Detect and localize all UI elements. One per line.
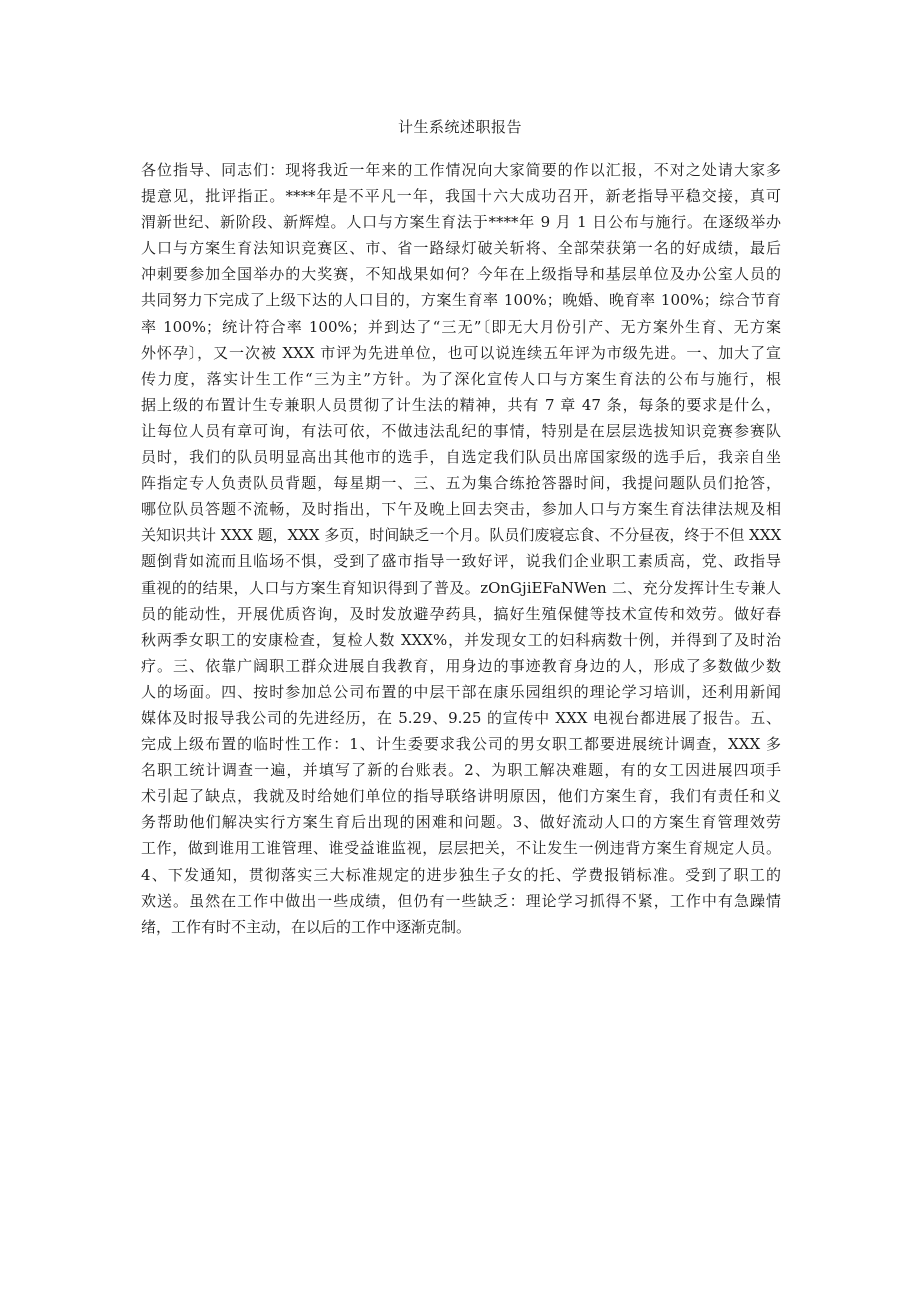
- body-text-line: 人的场面。四、按时参加总公司布置的中层干部在康乐园组织的理论学习培训，还利用新闻: [141, 682, 781, 701]
- body-text-line: 阵指定专人负责队员背题，每星期一、三、五为集合练抢答器时间，我提问题队员们抢答，: [141, 474, 781, 493]
- body-text-line: 传力度，落实计生工作“三为主”方针。为了深化宣传人口与方案生育法的公布与施行，根: [141, 369, 781, 388]
- document-body: [141, 157, 781, 940]
- body-text-line: 各位指导、同志们：现将我近一年来的工作情况向大家简要的作以汇报，不对之处请大家多: [141, 161, 781, 179]
- body-text-line: 提意见，批评指正。****年是不平凡一年，我国十六大成功召开，新老指导平稳交接，真可: [141, 187, 781, 206]
- body-text-line: 务帮助他们解决实行方案生育后出现的困难和问题。3、做好流动人口的方案生育管理效劳: [141, 813, 781, 832]
- body-text-line: 员的能动性，开展优质咨询，及时发放避孕药具，搞好生殖保健等技术宣传和效劳。做好春: [141, 604, 781, 623]
- body-text-line: 媒体及时报导我公司的先进经历，在 5.29、9.25 的宣传中 XXX 电视台都进展了报告。五、: [141, 708, 781, 727]
- body-text-line: 员时，我们的队员明显高出其他市的选手，自选定我们队员出席国家级的选手后，我亲自坐: [141, 448, 781, 467]
- body-text-line: 秋两季女职工的安康检查，复检人数 XXX%，并发现女工的妇科病数十例，并得到了及时治: [141, 630, 781, 649]
- body-text-line: 外怀孕〕，又一次被 XXX 市评为先进单位，也可以说连续五年评为市级先进。一、加大了宣: [141, 343, 781, 362]
- body-text-line: 4、下发通知，贯彻落实三大标准规定的进步独生子女的托、学费报销标准。受到了职工的: [141, 865, 781, 884]
- body-text-line: 关知识共计 XXX 题，XXX 多页，时间缺乏一个月。队员们废寝忘食、不分昼夜，终于不但 XXX: [141, 526, 782, 545]
- document-title: 计生系统述职报告: [397, 118, 522, 136]
- body-text-line: 哪位队员答题不流畅，及时指出，下午及晚上回去突击，参加人口与方案生育法律法规及相: [141, 500, 781, 519]
- body-text-line: 率 100%；统计符合率 100%；并到达了“三无”〔即无大月份引产、无方案外生育、无方案: [141, 317, 781, 336]
- body-text-line: 据上级的布置计生专兼职人员贯彻了计生法的精神，共有 7 章 47 条，每条的要求是什么，: [141, 395, 781, 414]
- body-text-line: 冲刺要参加全国举办的大奖赛，不知战果如何？今年在上级指导和基层单位及办公室人员的: [141, 265, 781, 284]
- body-text-line: 工作，做到谁用工谁管理、谁受益谁监视，层层把关，不让发生一例违背方案生育规定人员。: [141, 839, 781, 858]
- body-text-line: 疗。三、依靠广阔职工群众进展自我教育，用身边的事迹教育身边的人，形成了多数做少数: [141, 656, 781, 675]
- body-text-line: 渭新世纪、新阶段、新辉煌。人口与方案生育法于****年 9 月 1 日公布与施行。在逐级举办: [141, 213, 781, 232]
- body-text-line: 绪，工作有时不主动，在以后的工作中逐渐克制。: [141, 917, 472, 936]
- body-text-line: 名职工统计调查一遍，并填写了新的台账表。2、为职工解决难题，有的女工因进展四项手: [141, 761, 781, 780]
- body-text-line: 题倒背如流而且临场不惧，受到了盛市指导一致好评，说我们企业职工素质高，党、政指导: [141, 552, 781, 571]
- body-text-line: 让每位人员有章可询，有法可依，不做违法乱纪的事情，特别是在层层选拔知识竞赛参赛队: [141, 421, 781, 440]
- body-text-line: 人口与方案生育法知识竞赛区、市、省一路绿灯破关斩将、全部荣获第一名的好成绩，最后: [141, 239, 781, 258]
- body-text-line: 完成上级布置的临时性工作：1、计生委要求我公司的男女职工都要进展统计调查，XXX 多: [141, 735, 781, 754]
- body-text-line: 共同努力下完成了上级下达的人口目的，方案生育率 100%；晚婚、晚育率 100%；综合节育: [141, 291, 781, 310]
- body-text-line: 重视的的结果，人口与方案生育知识得到了普及。zOnGjiEFaNWen 二、充分发挥计生专兼人: [141, 578, 781, 597]
- body-text-line: 欢送。虽然在工作中做出一些成绩，但仍有一些缺乏：理论学习抓得不紧，工作中有急躁情: [141, 891, 781, 910]
- body-text-line: 术引起了缺点，我就及时给她们单位的指导联络讲明原因，他们方案生育，我们有责任和义: [141, 787, 781, 806]
